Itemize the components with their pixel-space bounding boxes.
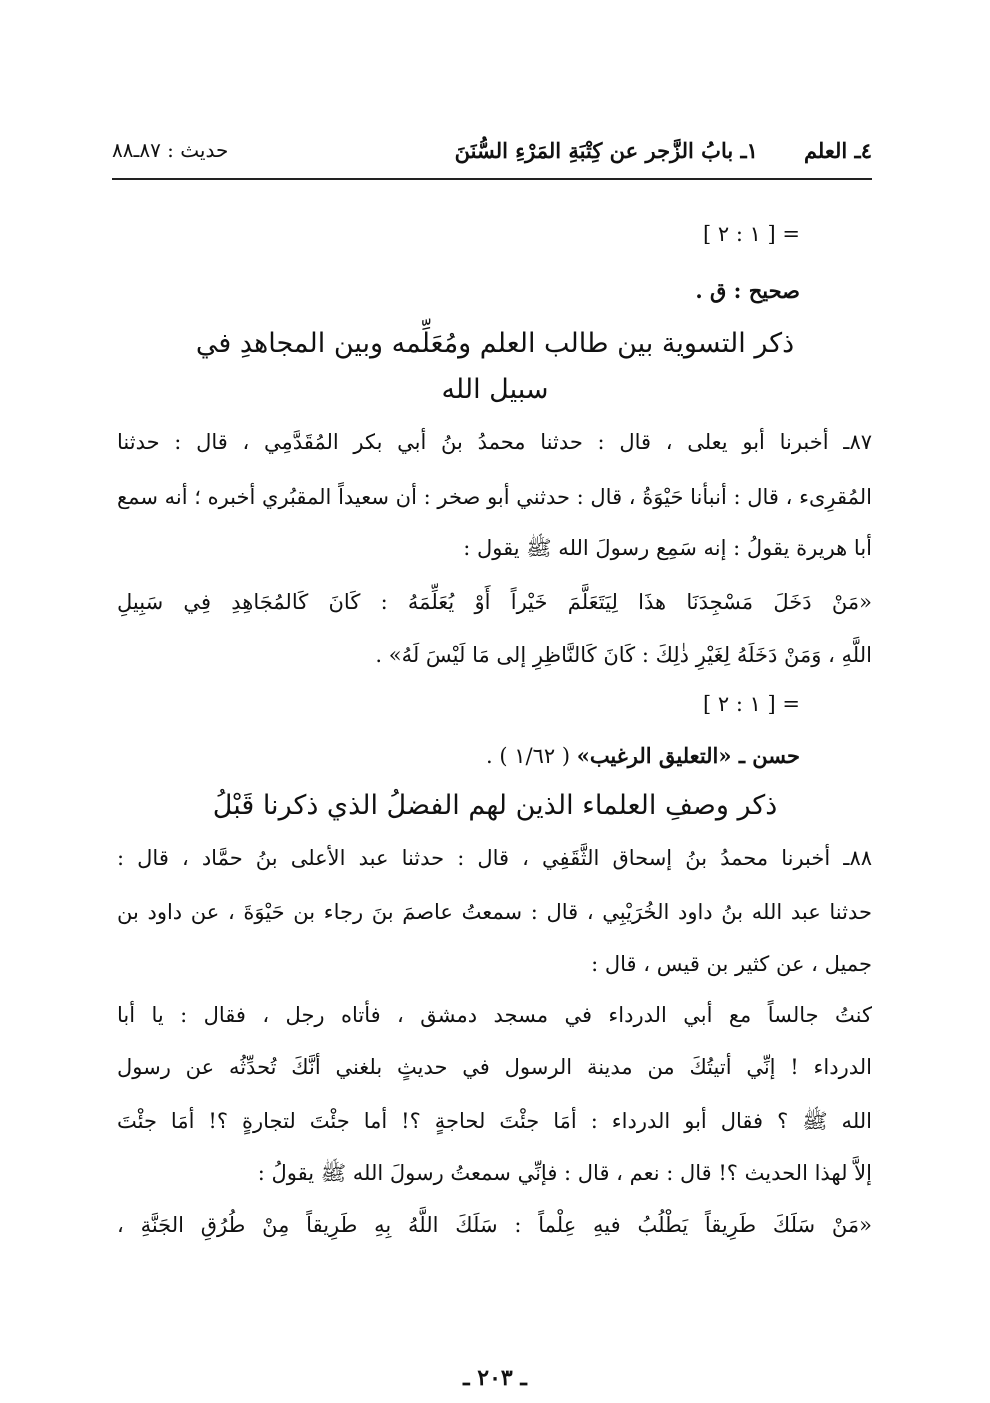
hadith-88-line-5: الدرداء ! إنِّي أتيتُكَ من مدينة الرسول في حديثٍ بلغني أنَّكَ تُحدِّثُه عن رسول — [117, 1055, 872, 1079]
hadith-87-line-1: ٨٧ـ أخبرنا أبو يعلى ، قال : حدثنا محمدُ بنُ أبي بكر المُقَدَّمِي ، قال : حدثنا — [117, 430, 872, 454]
hadith-88-line-4: كنتُ جالساً مع أبي الدرداء في مسجد دمشق ، فأتاه رجل ، فقال : يا أبا — [117, 1003, 872, 1027]
hadith-88-line-6: الله ﷺ ؟ فقال أبو الدرداء : أمَا جئْتَ لحاجةٍ ؟! أما جئْتَ لتجارةٍ ؟! أمَا جئْتَ — [117, 1109, 872, 1133]
hadith-87-text-1: «مَنْ دَخَلَ مَسْجِدَنَا هذَا لِيَتَعَلَّمَ خَيْراً أَوْ يُعَلِّمَهُ : كَانَ كَالمُجَاهِدِ فِي سَبِيلِ — [117, 590, 872, 614]
section-heading-1b: سبيل الله — [441, 374, 549, 405]
running-header — [112, 138, 872, 174]
hadith-87-reference: = [ ١ : ٢ ] — [702, 692, 800, 716]
hadith-87-line-2: المُقرِىء ، قال : أنبأنا حَيْوَةُ ، قال : حدثني أبو صخر : أن سعيداً المقبُري أخبره ؛ أنه سمع — [117, 485, 872, 509]
section-heading-1a: ذكر التسوية بين طالب العلم ومُعَلِّمه وبين المجاهدِ في — [195, 328, 795, 359]
grading-note: صحيح : ق . — [695, 278, 800, 303]
hadith-88-line-3: جميل ، عن كثير بن قيس ، قال : — [591, 952, 872, 976]
header-rule — [112, 178, 872, 180]
section-heading-2: ذكر وصفِ العلماء الذين لهم الفضلُ الذي ذكرنا قَبْلُ — [212, 790, 778, 821]
grading-label: حسن ـ «التعليق الرغيب» — [576, 743, 800, 768]
cross-reference: = [ ١ : ٢ ] — [702, 222, 800, 246]
section-title: ١ـ بابُ الزَّجر عن كِتْبَةِ المَرْءِ السُّنَنَ — [454, 138, 758, 163]
hadith-87-grading — [486, 743, 800, 768]
hadith-88-line-7: إلاَّ لهذا الحديث ؟! قال : نعم ، قال : فإنِّي سمعتُ رسولَ الله ﷺ يقولُ : — [257, 1161, 872, 1185]
hadith-range: حديث : ٨٧ـ٨٨ — [112, 138, 229, 162]
hadith-87-text-2: اللَّهِ ، وَمَنْ دَخَلَهُ لِغَيْرِ ذٰلِكَ : كَانَ كَالنَّاظِرِ إلى مَا لَيْسَ لَهُ» . — [375, 643, 872, 667]
hadith-87-line-3: أبا هريرة يقولُ : إنه سَمِع رسولَ الله ﷺ يقول : — [463, 536, 872, 560]
hadith-88-line-1: ٨٨ـ أخبرنا محمدُ بنُ إسحاق الثَّقَفِي ، قال : حدثنا عبد الأعلى بنُ حمَّاد ، قال : — [117, 846, 872, 870]
hadith-88-line-2: حدثنا عبد الله بنُ داود الخُرَيْبِي ، قال : سمعتُ عاصمَ بنَ رجاء بن حَيْوَةَ ، عن داود بن — [117, 900, 872, 924]
grading-volume: ( ١/٦٢ ) . — [486, 744, 577, 768]
page-number: ـ ٢٠٣ ـ — [463, 1365, 527, 1391]
header-titles — [455, 138, 872, 163]
hadith-88-text-1: «مَنْ سَلَكَ طَرِيقاً يَطْلُبُ فيهِ عِلْماً : سَلَكَ اللَّهُ بِهِ طَرِيقاً مِنْ طُرُقِ الجَنَّةِ ، — [117, 1213, 872, 1237]
chapter-title: ٤ـ العلم — [803, 138, 872, 163]
